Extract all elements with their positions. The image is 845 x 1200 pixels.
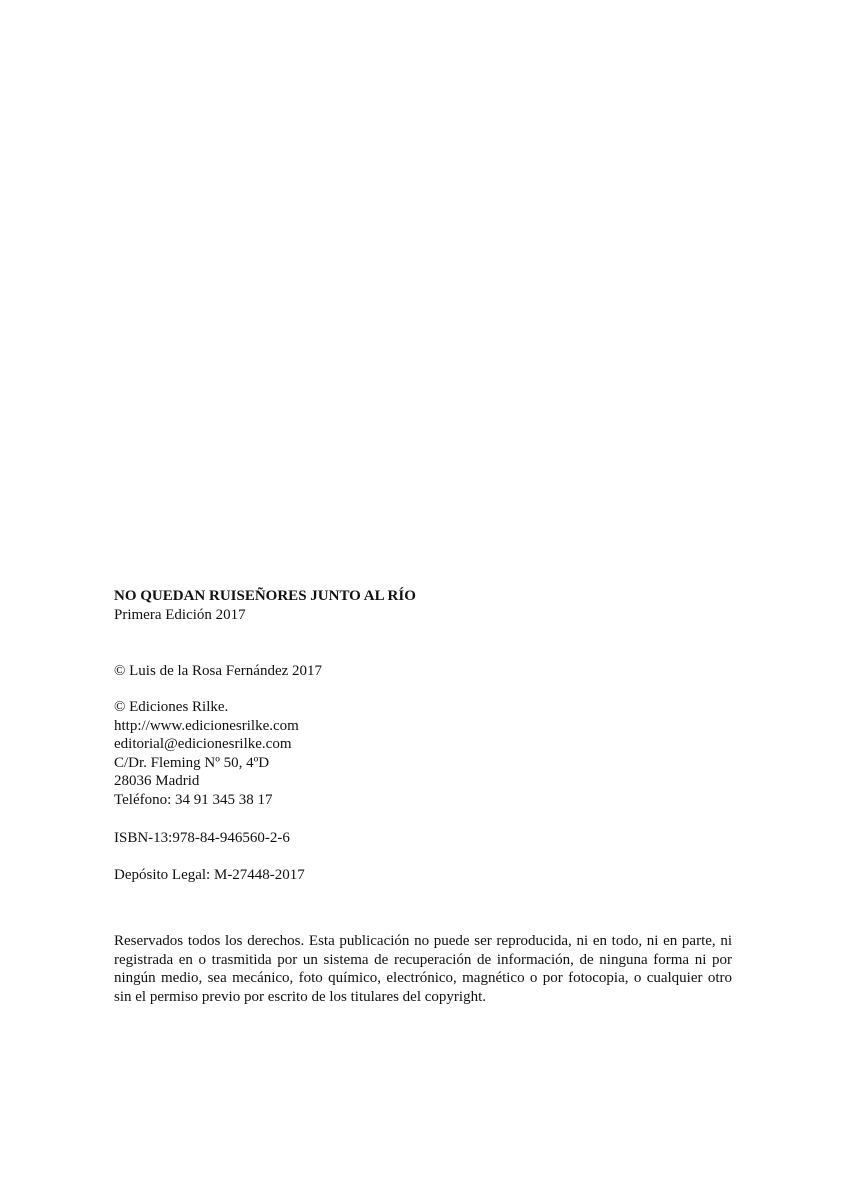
legal-deposit: Depósito Legal: M-27448-2017 bbox=[114, 867, 305, 883]
title-block bbox=[114, 587, 732, 624]
rights-notice: Reservados todos los derechos. Esta publicación no puede ser reproducida, ni en todo, ni en parte, ni registrada en o trasmitida por un sistema de recuperación de información, de ninguna forma ni por ningún medio, sea mecánico, foto químico, electrónico, magnético o por fotocopia, o cualquier otro sin el permiso previo por escrito de los titulares del copyright. bbox=[114, 933, 732, 1005]
isbn-block bbox=[114, 829, 732, 848]
publisher-website: http://www.edicionesrilke.com bbox=[114, 717, 299, 734]
author-copyright: © Luis de la Rosa Fernández 2017 bbox=[114, 663, 323, 679]
publisher-block bbox=[114, 698, 732, 809]
publisher-city: 28036 Madrid bbox=[114, 773, 200, 789]
legal-deposit-block bbox=[114, 866, 732, 885]
publisher-copyright: © Ediciones Rilke. bbox=[114, 699, 229, 715]
publisher-address: C/Dr. Fleming Nº 50, 4ºD bbox=[114, 754, 270, 771]
book-title: NO QUEDAN RUISEÑORES JUNTO AL RÍO bbox=[114, 588, 416, 604]
author-copyright-block bbox=[114, 662, 732, 681]
isbn: ISBN-13:978-84-946560-2-6 bbox=[114, 830, 290, 846]
publisher-email: editorial@edicionesrilke.com bbox=[114, 736, 292, 752]
publisher-phone: Teléfono: 34 91 345 38 17 bbox=[114, 791, 273, 808]
edition-line: Primera Edición 2017 bbox=[114, 606, 246, 623]
